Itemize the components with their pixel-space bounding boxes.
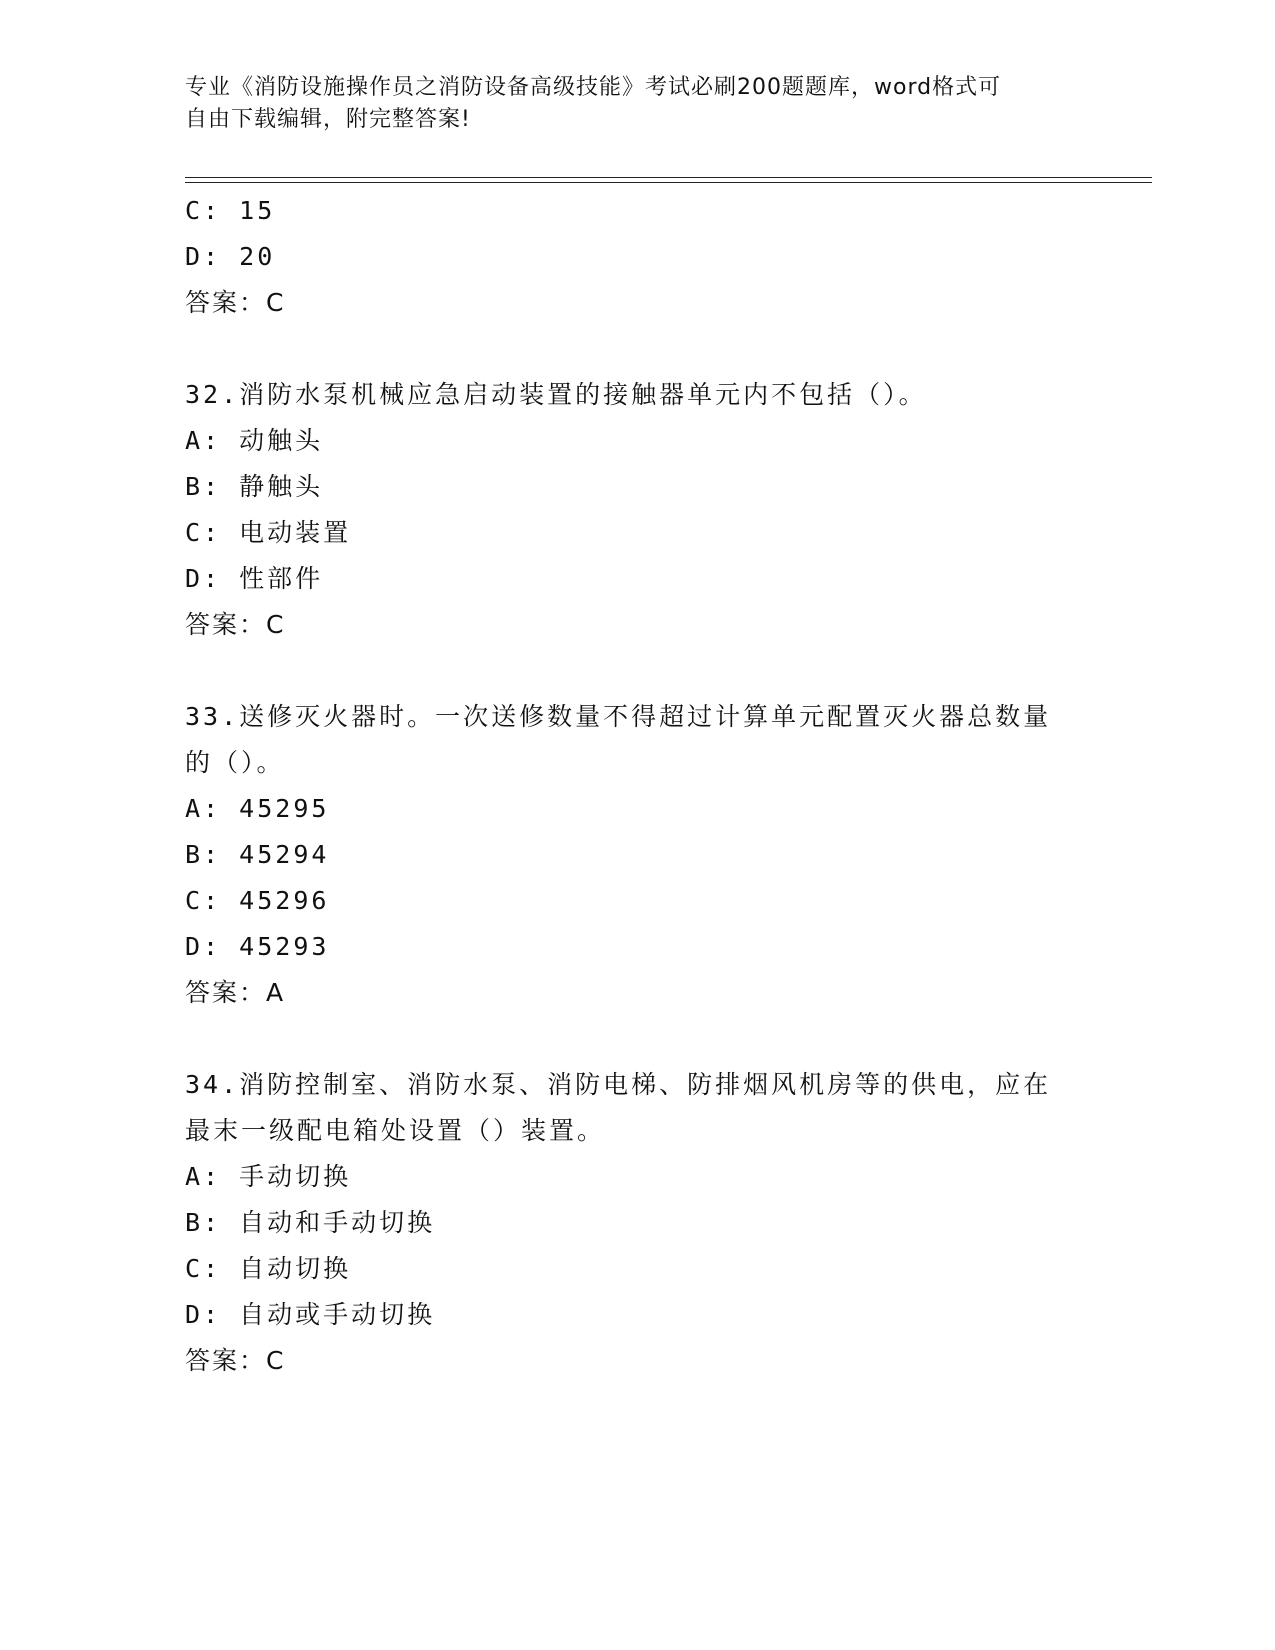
answer: 答案：C [185,610,286,639]
option-text: 性部件 [239,564,324,593]
answer: 答案：C [185,1346,286,1375]
option-a [185,786,1085,832]
option-text: 自动或手动切换 [239,1300,436,1329]
partial-question [185,188,1085,326]
option-label: B: [185,1208,222,1237]
spacer [185,1016,1085,1062]
document-body [185,188,1085,1384]
option-label: A: [185,794,222,823]
option-b [185,832,1085,878]
option-text: 20 [239,242,276,271]
option-a [185,1154,1085,1200]
option-text: 静触头 [239,472,324,501]
option-label: D: [185,932,222,961]
option-b [185,1200,1085,1246]
option-text: 45293 [239,932,330,961]
option-text: 动触头 [239,426,324,455]
question-text-continued: 的（）。 [185,748,285,777]
option-label: A: [185,426,222,455]
question-text: 33.送修灭火器时。一次送修数量不得超过计算单元配置灭火器总数量 [185,702,1052,731]
option-label: B: [185,472,222,501]
option-text: 自动切换 [239,1254,352,1283]
option-text: 自动和手动切换 [239,1208,436,1237]
option-d [185,556,1085,602]
option-c [185,188,1085,234]
option-text: 15 [239,196,276,225]
header-line-2: 自由下载编辑，附完整答案! [185,107,471,132]
option-text: 电动装置 [239,518,352,547]
page-header [185,72,1085,136]
option-c [185,1246,1085,1292]
header-divider [185,177,1152,183]
option-label: D: [185,564,222,593]
question-text: 32.消防水泵机械应急启动装置的接触器单元内不包括（）。 [185,380,927,409]
option-text: 45295 [239,794,330,823]
option-label: C: [185,1254,222,1283]
option-b [185,464,1085,510]
option-text: 45294 [239,840,330,869]
option-text: 45296 [239,886,330,915]
option-label: D: [185,1300,222,1329]
option-text: 手动切换 [239,1162,352,1191]
answer: 答案：C [185,288,286,317]
question-34 [185,1062,1085,1384]
option-a [185,418,1085,464]
option-label: B: [185,840,222,869]
spacer [185,648,1085,694]
option-d [185,1292,1085,1338]
header-line-1: 专业《消防设施操作员之消防设备高级技能》考试必刷200题题库，word格式可 [185,75,1002,100]
question-text-continued: 最末一级配电箱处设置（）装置。 [185,1116,606,1145]
option-label: A: [185,1162,222,1191]
answer: 答案：A [185,978,286,1007]
question-text: 34.消防控制室、消防水泵、消防电梯、防排烟风机房等的供电，应在 [185,1070,1052,1099]
question-33 [185,694,1085,1016]
option-d [185,234,1085,280]
option-d [185,924,1085,970]
option-label: C: [185,518,222,547]
option-label: C: [185,886,222,915]
spacer [185,326,1085,372]
question-32 [185,372,1085,648]
option-label: D: [185,242,222,271]
option-label: C: [185,196,222,225]
option-c [185,510,1085,556]
option-c [185,878,1085,924]
